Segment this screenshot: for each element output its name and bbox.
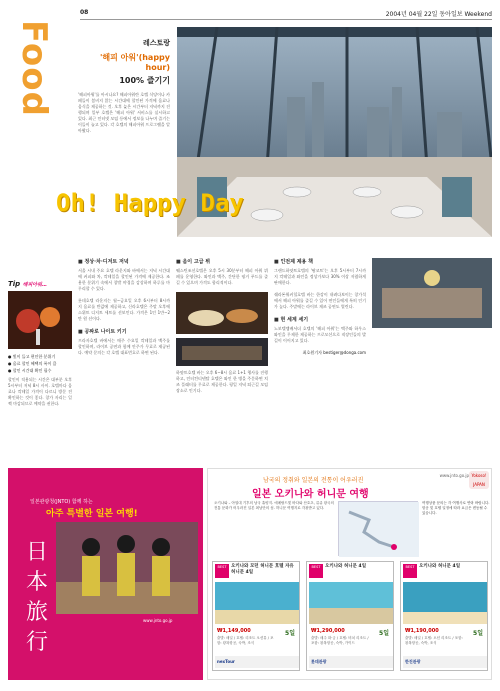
section-label: [10, 20, 54, 150]
tip-title: [8, 280, 72, 288]
cocktail-photo-illustration: [8, 291, 72, 349]
dancers-photo-illustration: [56, 522, 198, 614]
section-body: 서울 시내 주요 호텔 라운지와 바에서는 저녁 시간대에 커피와 차, 칵테일을 할인된 가격에 제공한다. 조용한 분위기 속에서 창밖 야경을 감상하며 하루를 마무리할 수 있다.: [78, 268, 170, 291]
section-body: 그랜드하얏트호텔의 '팜코트'는 오후 5시부터 7시까지 칵테일과 와인을 정상가보다 30% 이상 저렴하게 판매한다.: [274, 268, 366, 285]
card-days: 5일: [285, 630, 295, 637]
tip-bullet: ● 빛이 들고 편안한 분위기: [8, 354, 56, 359]
card-price: ₩1,290,000: [311, 628, 345, 634]
okinawa-ad-sub: 남국의 정취와 일본의 전통이 어우러진: [263, 477, 364, 484]
tip-bullet: ● 할인 시간대 확인 필수: [8, 368, 52, 373]
tip-label-sub: 해피아워…: [22, 282, 47, 288]
tour-card[interactable]: [306, 561, 394, 671]
section-body: 노보텔앰배서더 호텔의 '해피 아워'는 맥주와 하우스 와인을 무제한 제공하는 프로모션으로 직장인들의 발길이 이어지고 있다.: [274, 326, 366, 343]
tour-card[interactable]: [400, 561, 488, 671]
okinawa-ad[interactable]: [207, 468, 492, 680]
tip-label: Tip: [8, 280, 21, 288]
section-title: ■ 현 세계 세기: [274, 316, 366, 323]
vertical-char: 行: [26, 630, 49, 655]
bar-photo: [176, 338, 268, 366]
card-detail: 출발: 매주 화·금 / 호텔: 비치 리조트 / 포함: 왕복항공, 숙박, 가이드: [311, 636, 369, 645]
okinawa-ad-url[interactable]: www.jnto.go.jp: [439, 473, 469, 478]
intro-name: '해피 아워'(happy hour): [99, 53, 170, 72]
section-body: 쉐라톤워커힐호텔 바는 한강이 내려다보이는 창가석에서 해피 아워를 즐길 수 있어 연인들에게 특히 인기가 높다. 주말에는 라이브 재즈 공연도 열린다.: [274, 292, 366, 309]
card-days: 5일: [473, 630, 483, 637]
card-agency: nexTour: [215, 656, 299, 668]
lounge-photo-illustration: [372, 258, 492, 328]
intro-column: [78, 38, 170, 134]
section-body: 하얏트호텔 바는 오후 6∼8시 음료 1+1 행사를 진행하고, 인터컨티넨탈 호텔은 와인 한 병을 주문하면 치즈 플래터를 무료로 제공한다. 평일 저녁 퇴근길 모임 장소로 인기다.: [176, 370, 268, 393]
page-number: 08: [80, 9, 89, 16]
card-photo: [403, 582, 487, 624]
buffet-photo: [176, 292, 268, 334]
card-name: 오키나와 모던 허니문 호텔 자유 허니문 4일: [231, 564, 294, 575]
pool-photo-illustration: [309, 582, 393, 624]
section-title: ■ 정상·차·디저트 저녁: [78, 258, 170, 265]
jnto-ad-photo: [56, 522, 198, 614]
intro-tagline: 100% 즐기기: [119, 76, 170, 85]
tip-body: 할인이 적용되는 시간은 대부분 오후 5시부터 저녁 8시 사이. 호텔마다 음료나 칵테일 가격이 다르니 방문 전 확인하는 것이 좋다. 창가 자리는 일찍 마감되므로 예약을 권한다.: [8, 377, 72, 406]
okinawa-ad-title: 일본 오키나와 허니문 여행: [252, 489, 369, 500]
tip-photo: [8, 291, 72, 349]
article-column-2: [176, 258, 268, 400]
section-title: ■ 인전제 제용 책: [274, 258, 366, 265]
ad-area: [8, 468, 492, 680]
card-price: ₩1,190,000: [405, 628, 439, 634]
card-agency: 롯데관광: [309, 656, 393, 668]
article-column-4: [372, 258, 492, 332]
card-badge: BEST: [309, 564, 323, 578]
card-detail: 출발: 매일 / 호텔: 오션 리조트 / 포함: 왕복항공, 숙박, 조식: [405, 636, 463, 645]
issue-date: 2004년 04월 22일 동아일보 Weekend: [385, 11, 492, 18]
card-badge: BEST: [403, 564, 417, 578]
article-column-3: [274, 258, 366, 356]
vertical-char: 日: [26, 540, 49, 565]
vertical-char: 旅: [26, 600, 49, 625]
resort-photo-illustration: [403, 582, 487, 624]
card-detail: 출발: 매일 / 호텔: 리조트 오션뷰 / 포함: 왕복항공, 숙박, 조식: [217, 636, 274, 645]
bar-photo-illustration: [176, 338, 268, 366]
tip-bullets: [8, 353, 72, 374]
article-column-1: [78, 258, 170, 362]
tip-bullet: ● 음료 할인 혜택의 폭이 큼: [8, 361, 57, 366]
tip-box: [8, 280, 72, 407]
map-illustration: [339, 502, 419, 557]
page-header: [80, 8, 492, 20]
card-name: 오키나와 허니문 4일: [325, 564, 367, 569]
vertical-char: 本: [26, 570, 49, 595]
buffet-photo-illustration: [176, 292, 268, 334]
jnto-ad-vertical-text: [26, 538, 49, 658]
intro-kicker: 레스토랑: [142, 39, 170, 47]
card-name: 오키나와 허니문 4일: [419, 564, 461, 569]
okinawa-ad-guide: 여행상품 문의는 각 여행사로 연락 바랍니다. 항공 및 호텔 일정에 따라 요금은 변동될 수 있습니다.: [422, 501, 490, 515]
section-body: 롯데호텔 라운지는 월∼금요일 오후 6시부터 8시까지 음료를 반값에 제공하고, 신라호텔은 주말 오후에 스위트 디저트 세트를 선보인다. 가격은 1인 1만∼2만 원 선이다.: [78, 298, 170, 321]
intro-body: '해피아워'를 아시나요? 해피아워란 호텔 식당이나 카페들이 붐비지 않는 시간대에 할인된 가격에 음료나 음식을 제공하는 것. 오후 늦은 시간부터 저녁까지 진행되며 일부 호텔은 '해피 아워' 서비스를 실시하고 있다. 최근 인터넷 모임 등에서 정보를 나누며 즐기는 이들이 늘고 있다. 각 호텔의 해피아워 프로그램을 알아봤다.: [78, 92, 170, 133]
card-photo: [215, 582, 299, 624]
byline: 최호원기자 bestiger@donga.com: [302, 350, 366, 355]
section-label-text: Food: [14, 20, 54, 117]
lounge-photo: [372, 258, 492, 328]
card-photo: [309, 582, 393, 624]
card-price: ₩1,149,000: [217, 628, 251, 634]
section-body: 웨스틴조선호텔은 오후 5시 30분부터 해피 아워 뷔페를 운영한다. 와인과 맥주, 간단한 핑거 푸드를 즐길 수 있으며 가격도 합리적이다.: [176, 268, 268, 285]
card-days: 5일: [379, 630, 389, 637]
headline-overlay: Oh! Happy Day: [56, 189, 244, 217]
jnto-ad[interactable]: [8, 468, 203, 680]
jnto-ad-url[interactable]: www.jnto.go.jp: [143, 618, 173, 623]
okinawa-map: [338, 501, 418, 556]
card-agency: 한진관광: [403, 656, 487, 668]
card-badge: BEST: [215, 564, 229, 578]
jnto-ad-line1: 일본관광청(JNTO) 함께 하는: [30, 499, 93, 505]
section-title: ■ 공짜로 나이트 키기: [78, 328, 170, 335]
tour-card[interactable]: [212, 561, 300, 671]
yokoso-logo-icon: Yokoso! JAPAN: [469, 471, 489, 489]
section-title: ■ 음이 고급 뷔: [176, 258, 268, 265]
jnto-ad-line2: 아주 특별한 일본 여행!: [46, 509, 138, 519]
okinawa-ad-info: 오키나와 – 아열대 기후의 남국 휴양지. 에메랄드빛 바다와 산호초, 류큐 왕국의 전통 문화가 어우러진 일본 최남단의 섬. 허니문 여행지로 각광받고 있다.: [214, 501, 334, 510]
section-body: 프라자호텔 바에서는 매주 수요일 칵테일과 맥주를 할인하며, 라이브 공연과 함께 안주가 무료로 제공된다. 예약 문의는 각 호텔 대표번호로 하면 된다.: [78, 338, 170, 355]
beach-photo-illustration: [215, 582, 299, 624]
